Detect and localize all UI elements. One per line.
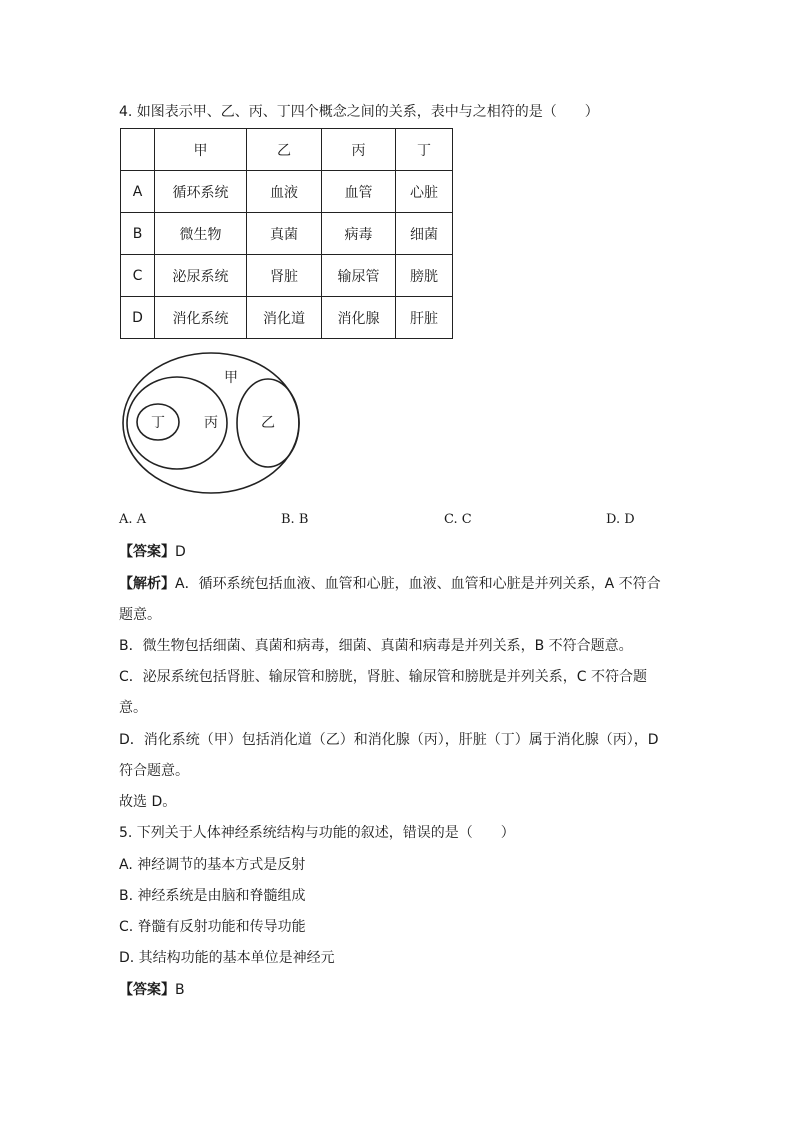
venn-label-bing: 丙	[204, 415, 218, 431]
venn-label-yi: 乙	[261, 415, 275, 431]
question-4-title: 4. 如图表示甲、乙、丙、丁四个概念之间的关系，表中与之相符的是（ ）	[119, 104, 599, 120]
table-cell: 血管	[322, 171, 396, 213]
table-cell: 真菌	[247, 213, 322, 255]
table-header-cell: 丁	[396, 129, 453, 171]
table-cell: 消化腺	[322, 297, 396, 339]
table-cell: C	[121, 255, 155, 297]
analysis-line: 符合题意。	[119, 763, 189, 779]
table-cell: 循环系统	[155, 171, 247, 213]
answer-tag: 【答案】	[119, 544, 175, 560]
analysis-line: C．泌尿系统包括肾脏、输尿管和膀胱，肾脏、输尿管和膀胱是并列关系，C 不符合题	[119, 669, 647, 685]
table-cell: B	[121, 213, 155, 255]
analysis-line: D．消化系统（甲）包括消化道（乙）和消化腺（丙），肝脏（丁）属于消化腺（丙），D	[119, 732, 659, 748]
table-cell: D	[121, 297, 155, 339]
table-cell: 微生物	[155, 213, 247, 255]
answer-line-q4	[119, 542, 186, 562]
analysis-tag: 【解析】	[119, 576, 175, 592]
option-c[interactable]: C. 脊髓有反射功能和传导功能	[119, 919, 306, 935]
option-d[interactable]: D. D	[606, 512, 635, 527]
answer-line-q5	[119, 980, 185, 1000]
table-header-row	[121, 129, 453, 171]
analysis-line: 题意。	[119, 607, 161, 623]
table-row	[121, 171, 453, 213]
table-header-cell	[121, 129, 155, 171]
question-4-options	[119, 512, 679, 532]
table-row	[121, 213, 453, 255]
answer-value: B	[175, 982, 185, 998]
table-header-cell: 丙	[322, 129, 396, 171]
venn-label-jia: 甲	[224, 370, 238, 386]
analysis-line: 意。	[119, 700, 147, 716]
table-cell: 细菌	[396, 213, 453, 255]
table-cell: 心脏	[396, 171, 453, 213]
analysis-line: 故选 D。	[119, 794, 177, 810]
venn-label-ding: 丁	[151, 415, 165, 431]
table-cell: 肾脏	[247, 255, 322, 297]
analysis-text: A．循环系统包括血液、血管和心脏，血液、血管和心脏是并列关系，A 不符合	[175, 576, 661, 592]
analysis-line	[119, 574, 661, 594]
table-row	[121, 297, 453, 339]
table-cell: A	[121, 171, 155, 213]
table-cell: 消化系统	[155, 297, 247, 339]
answer-value: D	[175, 544, 186, 560]
table-header-cell: 乙	[247, 129, 322, 171]
option-a[interactable]: A. 神经调节的基本方式是反射	[119, 857, 306, 873]
concept-table	[120, 128, 453, 339]
venn-diagram	[118, 350, 308, 500]
table-cell: 膀胱	[396, 255, 453, 297]
table-cell: 输尿管	[322, 255, 396, 297]
option-d[interactable]: D. 其结构功能的基本单位是神经元	[119, 950, 335, 966]
option-c[interactable]: C. C	[444, 512, 472, 527]
table-header-cell: 甲	[155, 129, 247, 171]
table-cell: 消化道	[247, 297, 322, 339]
table-cell: 病毒	[322, 213, 396, 255]
table-row	[121, 255, 453, 297]
option-a[interactable]: A. A	[119, 512, 147, 527]
table-cell: 血液	[247, 171, 322, 213]
answer-tag: 【答案】	[119, 982, 175, 998]
table-cell: 肝脏	[396, 297, 453, 339]
option-b[interactable]: B. 神经系统是由脑和脊髓组成	[119, 888, 306, 904]
analysis-line: B．微生物包括细菌、真菌和病毒，细菌、真菌和病毒是并列关系，B 不符合题意。	[119, 638, 633, 654]
option-b[interactable]: B. B	[281, 512, 309, 527]
table-cell: 泌尿系统	[155, 255, 247, 297]
question-5-title: 5. 下列关于人体神经系统结构与功能的叙述，错误的是（ ）	[119, 825, 515, 841]
